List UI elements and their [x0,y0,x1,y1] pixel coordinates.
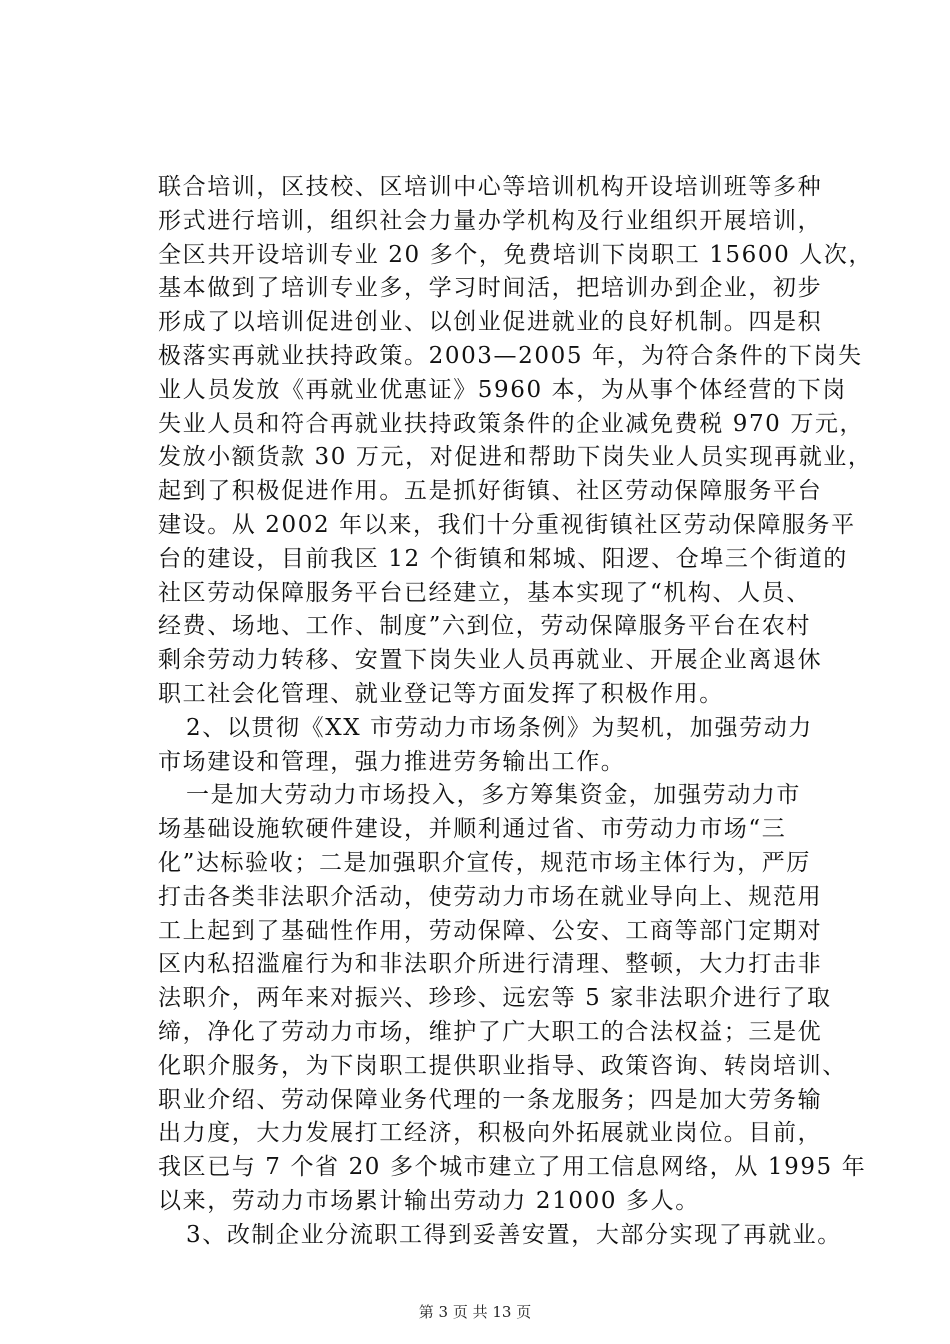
text-line: 全区共开设培训专业 20 多个，免费培训下岗职工 15600 人次， [158,241,874,268]
text-line: 社区劳动保障服务平台已经建立，基本实现了“机构、人员、 [158,579,811,606]
body-text [158,171,874,1253]
text-line: 我区已与 7 个省 20 多个城市建立了用工信息网络，从 1995 年 [158,1154,867,1181]
text-line: 经费、场地、工作、制度”六到位，劳动保障服务平台在农村 [158,613,811,640]
text-line: 市场建设和管理，强力推进劳务输出工作。 [158,748,626,775]
text-line: 打击各类非法职介活动，使劳动力市场在就业导向上、规范用 [158,883,823,910]
text-line: 职业介绍、劳动保障业务代理的一条龙服务；四是加大劳务输 [158,1086,823,1113]
text-line: 法职介，两年来对振兴、珍珍、远宏等 5 家非法职介进行了取 [158,985,832,1012]
text-line: 形式进行培训，组织社会力量办学机构及行业组织开展培训， [158,207,823,234]
section-heading-3: 3、改制企业分流职工得到妥善安置，大部分实现了再就业。 [186,1221,842,1248]
section-heading-2: 2、以贯彻《XX 市劳动力市场条例》为契机，加强劳动力 [186,714,813,741]
text-line: 场基础设施软硬件建设，并顺利通过省、市劳动力市场“三 [158,816,787,843]
text-line: 化”达标验收；二是加强职介宣传，规范市场主体行为，严厉 [158,849,811,876]
text-line: 区内私招滥雇行为和非法职介所进行清理、整顿，大力打击非 [158,951,823,978]
text-line: 发放小额货款 30 万元，对促进和帮助下岗失业人员实现再就业， [158,444,873,471]
text-line: 基本做到了培训专业多，学习时间活，把培训办到企业，初步 [158,275,823,302]
text-line: 职工社会化管理、就业登记等方面发挥了积极作用。 [158,680,724,707]
text-line: 起到了积极促进作用。五是抓好街镇、社区劳动保障服务平台 [158,478,823,505]
text-line: 化职介服务，为下岗职工提供职业指导、政策咨询、转岗培训、 [158,1052,847,1079]
text-line: 工上起到了基础性作用，劳动保障、公安、工商等部门定期对 [158,917,823,944]
text-line: 缔，净化了劳动力市场，维护了广大职工的合法权益；三是优 [158,1018,823,1045]
paragraph-start: 一是加大劳动力市场投入，多方筹集资金，加强劳动力市 [186,782,801,809]
text-line: 建设。从 2002 年以来，我们十分重视街镇社区劳动保障服务平 [158,511,856,538]
text-line: 失业人员和符合再就业扶持政策条件的企业减免费税 970 万元， [158,410,865,437]
text-line: 业人员发放《再就业优惠证》5960 本，为从事个体经营的下岗 [158,376,847,403]
text-line: 形成了以培训促进创业、以创业促进就业的良好机制。四是积 [158,309,823,336]
text-line: 剩余劳动力转移、安置下岗失业人员再就业、开展企业离退休 [158,647,823,674]
text-line: 台的建设，目前我区 12 个街镇和邾城、阳逻、仓埠三个街道的 [158,545,848,572]
text-line: 联合培训，区技校、区培训中心等培训机构开设培训班等多种 [158,174,823,200]
text-line: 出力度，大力发展打工经济，积极向外拓展就业岗位。目前， [158,1120,823,1147]
text-line: 极落实再就业扶持政策。2003—2005 年，为符合条件的下岗失 [158,342,863,369]
page-footer: 第 3 页 共 13 页 [418,1303,532,1321]
text-line: 以来，劳动力市场累计输出劳动力 21000 多人。 [158,1187,700,1214]
